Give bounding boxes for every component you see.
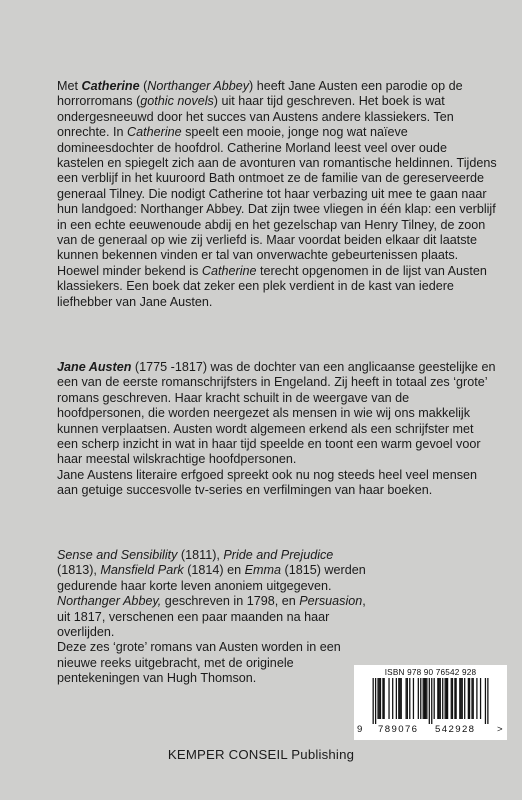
barcode-bar [460, 678, 461, 719]
book-title-italic: Mansfield Park [100, 563, 184, 578]
barcode-bar [377, 678, 378, 719]
barcode-bar [424, 678, 425, 719]
barcode-guard-bar [485, 678, 486, 724]
barcode-lead-digit: 9 [357, 724, 363, 735]
book-title-italic: Catherine [127, 125, 182, 140]
barcode-guard-bar [375, 678, 376, 724]
bibliography [57, 548, 367, 687]
barcode-bar [454, 678, 455, 719]
barcode-bar [380, 678, 381, 719]
barcode-bar [473, 678, 474, 719]
barcode-tail-mark: > [497, 724, 503, 735]
barcode-guard-bar [431, 678, 432, 724]
bibliography-paragraph: Deze zes ‘grote’ romans van Austen worden in een nieuwe reeks uitgebracht, met de originele pentekeningen van Hugh Thomson. [57, 640, 341, 686]
bio-paragraph: Jane Austens literaire erfgoed spreekt ook nu nog steeds heel veel mensen aan getuige succesvolle tv-series en verfilmingen van haar boeken. [57, 467, 478, 498]
barcode-bar [440, 678, 441, 719]
isbn-barcode [354, 665, 507, 740]
barcode-bars [364, 678, 497, 724]
blurb-paragraph [57, 79, 497, 264]
barcode-bar [456, 678, 457, 719]
author-name: Jane Austen [57, 360, 132, 374]
barcode-bar [462, 678, 463, 719]
barcode-left-digits: 789076 [378, 724, 419, 735]
blurb-text: Hoewel minder bekend is [57, 263, 202, 278]
alt-title-emphasis: Northanger Abbey [147, 79, 250, 93]
barcode-bar [392, 678, 393, 719]
barcode-bar [476, 678, 477, 719]
barcode-bar [438, 678, 439, 719]
barcode-bar [437, 678, 438, 719]
barcode-guard-bar [373, 678, 374, 724]
barcode-bar [384, 678, 385, 719]
blurb-text: speelt een mooie, jonge nog wat naïeve domineesdochter de hoofdrol. Catherine Morland leest veel over oude kastelen en spiegelt zich aan de avonturen van romantische heldinnen. Tijdens een verblijf in het kuuroord Bath ontmoet ze de familie van de gereserveerde generaal Tilney. Die nodigt Catherine tot haar verbazing uit mee te gaan naar hun landgoed: Northanger Abbey. Dat zijn twee vliegen in één klap: een verblijf in een echte eeuwenoude abdij en het gezelschap van Henry Tilney, de zoon van de generaal op wie zij verliefd is. Maar voordat beiden elkaar dit laatste kunnen bekennen vinden er tal van onverwachte gebeurtenissen plaats. [57, 125, 497, 263]
book-title-italic: Persuasion [299, 594, 363, 609]
barcode-bar [398, 678, 399, 719]
barcode-bar [379, 678, 380, 719]
barcode-bar [418, 678, 419, 719]
barcode-guard-bar [429, 678, 430, 724]
barcode-bar [426, 678, 427, 719]
blurb-paragraph [57, 264, 497, 310]
barcode-bar [382, 678, 383, 719]
barcode-guard-bar [487, 678, 488, 724]
author-bio [57, 360, 497, 499]
genre-emphasis: gothic novels [140, 94, 214, 109]
barcode-bar [409, 678, 410, 719]
barcode-bar [434, 678, 435, 719]
bibliography-text: (1813), [57, 563, 101, 578]
barcode-bar [425, 678, 426, 719]
barcode-bar [480, 678, 481, 719]
barcode-bar [469, 678, 470, 719]
barcode-right-digits: 542928 [435, 724, 476, 735]
barcode-bar [442, 678, 443, 719]
barcode-bar [420, 678, 421, 719]
barcode-bar [471, 678, 472, 719]
bibliography-paragraph [57, 548, 367, 640]
blurb-text: ) heeft Jane Austen een parodie op de horrorromans ( [57, 79, 463, 109]
barcode-bar [445, 678, 446, 719]
blurb-text: ( [139, 79, 148, 93]
bibliography-text: (1814) en [183, 563, 245, 578]
barcode-bar [399, 678, 400, 719]
barcode-bar [405, 678, 406, 719]
bibliography-text: (1815) werden gedurende haar korte leven anoniem uitgegeven. [57, 563, 366, 593]
book-title-emphasis: Catherine [81, 79, 140, 93]
blurb-text: ) uit haar tijd geschreven. Het boek is wat ondergesneeuwd door het succes van Austens andere klassiekers. Ten onrechte. In [57, 94, 454, 140]
bio-text: (1775 -1817) was de dochter van een anglicaanse geestelijke en een van de eerste romanschrijfsters in Engeland. Zij heeft in totaal zes ‘grote’ romans geschreven. Haar kracht schuilt in de weergave van de hoofdpersonen, die worden neergezet als mensen in wie wij ons makkelijk kunnen verplaatsen. Austen wordt algemeen erkend als een schrijfster met een scherp inzicht in wat in haar tijd speelde en toont een warm gevoel voor haar meestal wilskrachtige hoofdpersonen. [57, 360, 496, 467]
book-title-italic: Emma [244, 563, 282, 578]
blurb-text: Met [57, 79, 82, 93]
barcode-bar [388, 678, 389, 719]
barcode-bar [413, 678, 414, 719]
barcode-bar [396, 678, 397, 719]
book-blurb [57, 79, 497, 310]
bibliography-text: (1811), [177, 548, 224, 562]
barcode-bar [464, 678, 465, 719]
barcode-bar [447, 678, 448, 719]
barcode-bar [451, 678, 452, 719]
bio-paragraph [57, 360, 497, 468]
book-title-italic: Pride and Prejudice [223, 548, 334, 562]
book-title-italic: Northanger Abbey, [57, 594, 162, 609]
bibliography-text: geschreven in 1798, en [161, 594, 300, 609]
barcode-bar [468, 678, 469, 719]
bibliography-text: , uit 1817, verschenen een paar maanden na haar overlijden. [57, 594, 366, 640]
barcode-bar [407, 678, 408, 719]
publisher-name: KEMPER CONSEIL Publishing [167, 747, 355, 762]
barcode-bar [423, 678, 424, 719]
barcode-bar [452, 678, 453, 719]
blurb-text: terecht opgenomen in de lijst van Austen klassiekers. Een boek dat zeker een plek verdient in de kast van iedere liefhebber van Jane Austen. [57, 263, 487, 309]
book-title-italic: Sense and Sensibility [57, 548, 178, 562]
book-title-italic: Catherine [201, 263, 257, 278]
barcode-bar [446, 678, 447, 719]
barcode-bar [401, 678, 402, 719]
isbn-label: ISBN 978 90 76542 928 [384, 668, 477, 677]
barcode-bar [459, 678, 460, 719]
